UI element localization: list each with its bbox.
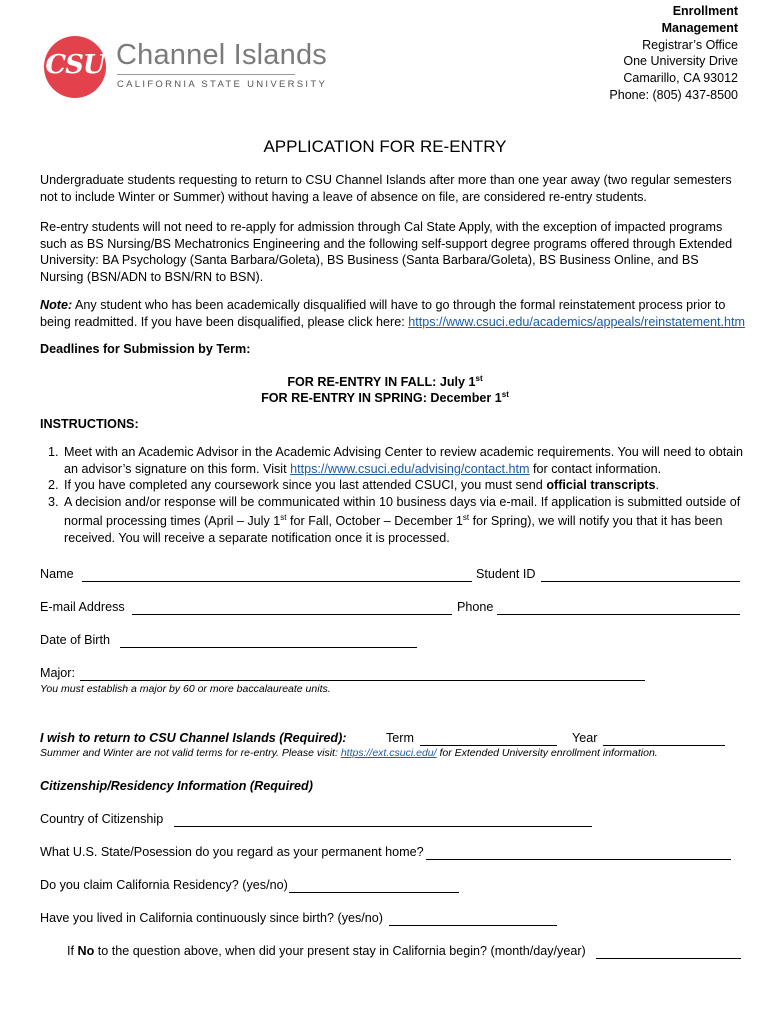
office-line: Management [661,20,738,35]
extended-university-link[interactable]: https://ext.csuci.edu/ [340,747,437,759]
name-label: Name [40,567,74,581]
country-label: Country of Citizenship [40,812,164,826]
email-field[interactable] [132,603,452,615]
office-line: Phone: (805) 437-8500 [609,87,738,102]
page-title: APPLICATION FOR RE-ENTRY [263,137,507,156]
note-text: Any student who has been academically disqualified will have to go through the formal reinstatement process prior to being readmitted. If you have been disqualified, please click here: [40,298,726,329]
stay-prefix: If [67,944,78,958]
stay-date-field[interactable] [596,947,741,959]
office-address [609,3,738,104]
csu-logo-mark [44,36,106,98]
office-line: One University Drive [623,54,738,69]
stay-rest: to the question above, when did your present stay in California begin? (month/day/year) [94,944,586,958]
phone-field[interactable] [497,603,740,615]
instruction-2-text: If you have completed any coursework since you last attended CSUCI, you must send [64,478,547,492]
logo-mark-text: CSU [45,50,105,80]
instruction-2-tail: . [655,478,659,492]
reinstatement-link[interactable]: https://www.csuci.edu/academics/appeals/reinstatement.htm [408,314,745,329]
return-label: I wish to return to CSU Channel Islands (Required): [40,731,347,745]
instructions-heading: INSTRUCTIONS: [40,417,139,431]
deadlines-heading: Deadlines for Submission by Term: [40,342,251,356]
brand-subtitle: CALIFORNIA STATE UNIVERSITY [117,79,328,90]
brand-name: Channel Islands [116,39,327,71]
official-transcripts: official transcripts [546,478,656,492]
student-id-field[interactable] [541,570,740,582]
note-label: Note: [40,298,73,312]
major-note: You must establish a major by 60 or more baccalaureate units. [40,683,331,695]
dob-label: Date of Birth [40,633,110,647]
reentry-paragraph: Re-entry students will not need to re-apply for admission through Cal State Apply, with the exception of impacted programs such as BS Nursing/BS Mechatronics Engineering and the following self-support degree programs offered through Extended University: BA Psychology (Santa Barbara/Goleta), BS Business (Santa Barbara/Goleta), BS Business Online, and BS Nursing (BSN/ADN to BSN/RN to BSN). [40,220,733,284]
email-label: E-mail Address [40,600,125,614]
major-field[interactable] [80,669,645,681]
country-field[interactable] [174,815,592,827]
phone-label: Phone [457,600,494,614]
state-label: What U.S. State/Posession do you regard as your permanent home? [40,845,424,859]
instructions-list [40,444,745,546]
instruction-1-tail: for contact information. [529,461,662,476]
instruction-3-mid: for Fall, October – December 1 [286,514,463,529]
note-paragraph [40,297,745,330]
dob-field[interactable] [120,636,417,648]
spring-deadline-sup: st [501,390,509,399]
stay-no: No [77,944,95,958]
major-label: Major: [40,666,75,680]
year-label: Year [572,731,598,745]
term-label: Term [386,731,414,745]
name-field[interactable] [82,570,472,582]
intro-paragraph: Undergraduate students requesting to return to CSU Channel Islands after more than one year away (two regular semesters not to include Winter or Summer) without having a leave of absence on file, are considered re-entry students. [40,173,732,204]
continuous-field[interactable] [389,914,557,926]
state-field[interactable] [426,848,731,860]
continuous-label: Have you lived in California continuously since birth? (yes/no) [40,911,384,925]
fall-deadline-sup: st [475,374,483,383]
term-note [40,747,658,759]
stay-label [67,944,586,958]
instruction-item [62,477,745,494]
office-line: Registrar’s Office [642,37,738,52]
residency-field[interactable] [289,881,459,893]
office-line: Camarillo, CA 93012 [623,71,738,86]
term-note-tail: for Extended University enrollment information. [436,747,658,759]
term-note-text: Summer and Winter are not valid terms for re-entry. Please visit: [40,747,341,759]
citizenship-heading: Citizenship/Residency Information (Required) [40,779,313,793]
instruction-3-sup: st [462,513,470,522]
brand-divider [117,74,295,75]
spring-deadline-text: FOR RE-ENTRY IN SPRING: December 1 [261,391,502,406]
office-line: Enrollment [672,4,738,18]
residency-label: Do you claim California Residency? (yes/no) [40,878,288,892]
spring-deadline [0,386,770,407]
instruction-item [62,444,745,477]
term-field[interactable] [420,734,557,746]
instruction-1-text: Meet with an Academic Advisor in the Academic Advising Center to review academic requirements. You will need to obtain an advisor’s signature on this form. Visit [64,445,744,476]
instruction-3-tail: for Spring), we will notify you that it has been received. You will receive a separate notification once it is processed. [64,514,723,545]
instruction-3-text: A decision and/or response will be communicated within 10 business days via e-mail. If application is submitted outside of normal processing times (April – July 1 [64,494,741,529]
fall-deadline-text: FOR RE-ENTRY IN FALL: July 1 [287,375,476,390]
advising-link[interactable]: https://www.csuci.edu/advising/contact.htm [290,461,530,476]
instruction-item [62,494,745,547]
year-field[interactable] [603,734,725,746]
student-id-label: Student ID [476,567,536,581]
instruction-3-sup: st [280,513,287,522]
